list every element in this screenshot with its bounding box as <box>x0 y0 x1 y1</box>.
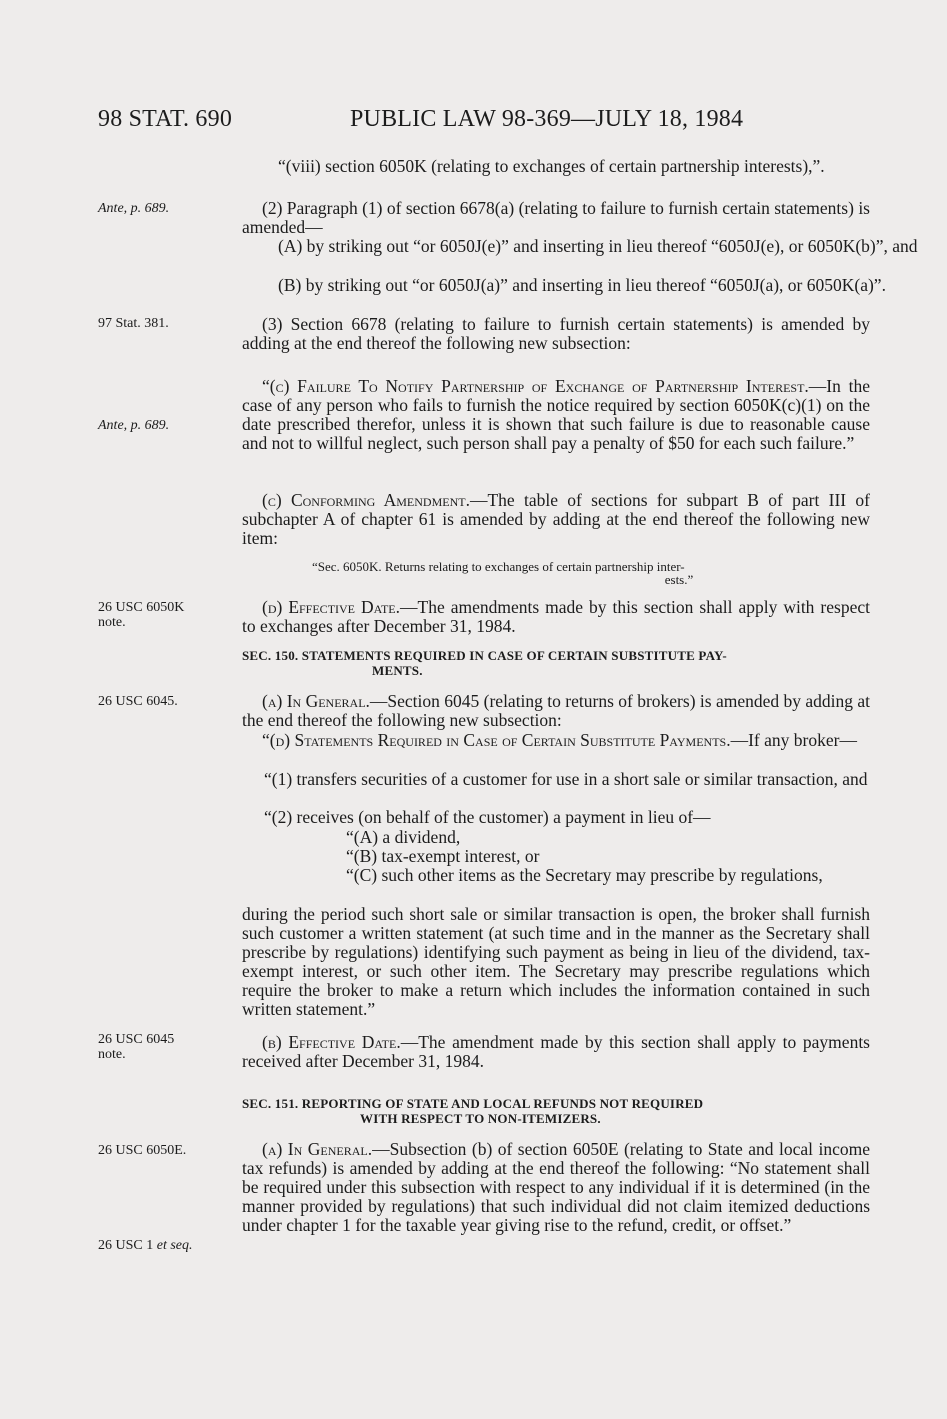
table-of-sections-item: “Sec. 6050K. Returns relating to exchanges of certain partnership inter- ests.” <box>312 559 694 587</box>
clause-2a: “(A) a dividend, <box>346 827 461 847</box>
law-title: PUBLIC LAW 98-369—JULY 18, 1984 <box>350 106 744 132</box>
paragraph-3: (3) Section 6678 (relating to failure to furnish certain statements) is amended by adding at the end thereof the following new subsection: <box>242 314 870 353</box>
section-150-b-heading: (b) Effective Date. <box>262 1032 401 1052</box>
section-151-a-text: —Subsection (b) of section 6050E (relating to State and local income tax refunds) is amended by adding at the end thereof the following: “No statement shall be required under this subsection with respect to any individual if it is determined (in the manner provided by regulations) that such individual did not claim itemized deductions under chapter 1 for the taxable year giving rise to the refund, credit, or offset.” <box>242 1139 870 1235</box>
section-150-b <box>242 1033 870 1071</box>
paragraph-2b: (B) by striking out “or 6050J(a)” and inserting in lieu thereof “6050J(a), or 6050K(a)”. <box>278 275 886 295</box>
margin-note-ante-1: Ante, p. 689. <box>98 201 170 216</box>
conforming-amendment-text: —The table of sections for subpart B of part III of subchapter A of chapter 61 is amended by adding at the end thereof the following new item: <box>242 490 870 548</box>
subsection-c-heading: “(c) Failure To Notify Partnership of Exchange of Partnership Interest. <box>262 376 809 396</box>
subsection-c-failure-to-notify <box>242 377 870 453</box>
margin-note-6050k-note: 26 USC 6050K note. <box>98 600 185 630</box>
effective-date-d-heading: (d) Effective Date. <box>262 597 401 617</box>
clause-2: “(2) receives (on behalf of the customer) a payment in lieu of— <box>264 807 711 827</box>
effective-date-d-text: —The amendments made by this section shall apply with respect to exchanges after December 31, 1984. <box>242 597 870 636</box>
paragraph-2: (2) Paragraph (1) of section 6678(a) (relating to failure to furnish certain statements) is amended— <box>242 198 870 237</box>
section-151-a-heading: (a) In General. <box>262 1139 373 1159</box>
effective-date-d <box>242 598 870 636</box>
clause-2b: “(B) tax-exempt interest, or <box>346 846 540 866</box>
margin-note-ante-2: Ante, p. 689. <box>98 418 170 433</box>
subsection-d-statements <box>242 731 870 750</box>
conforming-amendment <box>242 491 870 548</box>
section-151-a <box>242 1140 870 1235</box>
margin-note-97-stat: 97 Stat. 381. <box>98 316 169 331</box>
section-150-a <box>242 692 870 730</box>
subsection-d-heading: “(d) Statements Required in Case of Certain Substitute Payments. <box>262 730 731 750</box>
clause-2c: “(C) such other items as the Secretary may prescribe by regulations, <box>346 865 823 885</box>
section-150-b-text: —The amendment made by this section shall apply to payments received after December 31, 1984. <box>242 1032 870 1071</box>
clause-1: “(1) transfers securities of a customer for use in a short sale or similar transaction, and <box>264 769 868 789</box>
page-header <box>98 106 858 140</box>
stat-page-number: 98 STAT. 690 <box>98 106 233 132</box>
clause-viii: “(viii) section 6050K (relating to exchanges of certain partnership interests),”. <box>278 156 825 176</box>
subsection-c-text: —In the case of any person who fails to furnish the notice required by section 6050K(c)(1) on the date prescribed therefor, unless it is shown that such failure is due to reasonable cause and not to willful neglect, such person shall pay a penalty of $50 for each such failure.” <box>242 376 870 453</box>
margin-note-6050e: 26 USC 6050E. <box>98 1143 187 1158</box>
paragraph-2a: (A) by striking out “or 6050J(e)” and inserting in lieu thereof “6050J(e), or 6050K(b)”, and <box>278 236 918 256</box>
margin-note-6045: 26 USC 6045. <box>98 694 178 709</box>
section-150-heading: SEC. 150. STATEMENTS REQUIRED IN CASE OF CERTAIN SUBSTITUTE PAY- MENTS. <box>242 648 727 678</box>
margin-note-26-usc-1: 26 USC 1 et seq. <box>98 1238 193 1253</box>
section-151-heading: SEC. 151. REPORTING OF STATE AND LOCAL REFUNDS NOT REQUIRED WITH RESPECT TO NON-ITEMIZERS. <box>242 1096 704 1126</box>
conforming-amendment-heading: (c) Conforming Amendment. <box>262 490 470 510</box>
subsection-d-text: —If any broker— <box>730 730 857 750</box>
margin-note-6045-note: 26 USC 6045 note. <box>98 1032 175 1062</box>
section-150-a-text: —Section 6045 (relating to returns of brokers) is amended by adding at the end thereof the following new subsection: <box>242 691 870 730</box>
section-150-a-heading: (a) In General. <box>262 691 370 711</box>
during-paragraph: during the period such short sale or similar transaction is open, the broker shall furnish such customer a written statement (at such time and in the manner as the Secretary shall prescribe by regulations) identifying such payment as being in lieu of the dividend, tax-exempt interest, or such other item. The Secretary may prescribe regulations which require the broker to make a return which includes the information contained in such written statement.” <box>242 904 870 1019</box>
